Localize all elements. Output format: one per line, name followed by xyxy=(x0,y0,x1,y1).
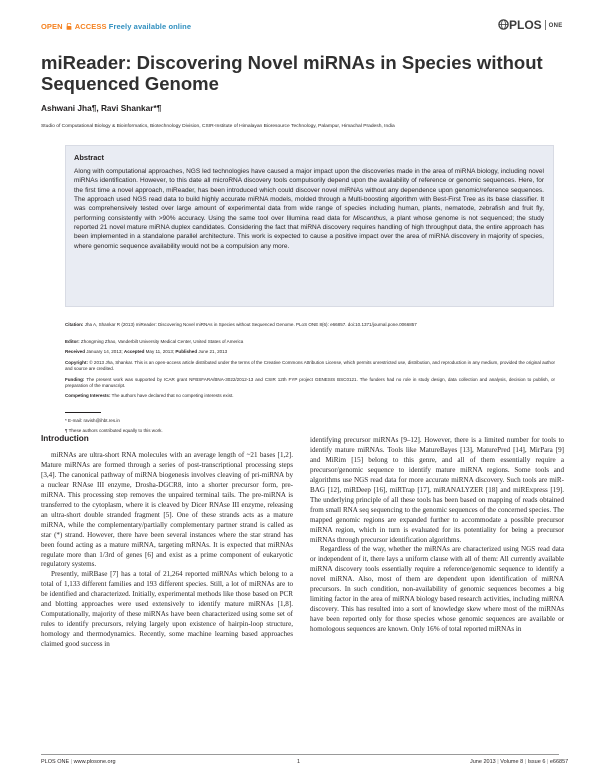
logo-plos: PLOS xyxy=(509,18,542,32)
footer-issue-info: June 2013 | Volume 8 | Issue 6 | e66857 xyxy=(470,759,569,765)
footer-article-id: e66857 xyxy=(549,759,569,765)
citation-text: Jha A, Shankar R (2013) miReader: Discovering Novel miRNAs in Species without Sequenced Genome. PLoS ONE 8(6): e66857. doi:10.1371/journal.pone.0066857 xyxy=(84,322,417,327)
copyright-text: © 2013 Jha, Shankar. This is an open-access article distributed under the terms of the Creative Commons Attribution License, which permits unrestricted use, distribution, and reproduction in any medium, provided the original author and source are credited. xyxy=(65,360,555,372)
abstract-heading: Abstract xyxy=(74,153,104,162)
freely-available-label: Freely available online xyxy=(108,22,192,31)
body-column-right xyxy=(310,436,564,635)
copyright xyxy=(65,360,555,373)
dates xyxy=(65,349,555,355)
logo-one: ONE xyxy=(548,23,563,29)
received-label: Received xyxy=(65,349,85,354)
funding-text: The present work was supported by ICAR grant NFBSFARA/BNA-3022/2012-13 and CSIR 12th FYP project GENESIS BSC0121. The funders had no role in study design, data collection and analysis, decision to publish, or preparation of the manuscript. xyxy=(65,377,555,389)
accepted-date: May 11, 2013; xyxy=(145,349,175,354)
article-title: miReader: Discovering Novel miRNAs in Species without Sequenced Genome xyxy=(41,52,543,94)
editor xyxy=(65,339,555,345)
abstract-species-name: Miscanthus xyxy=(353,214,386,222)
equal-contribution-note: ¶ These authors contributed equally to this work. xyxy=(65,428,163,433)
competing-interests xyxy=(65,393,555,399)
plos-one-logo xyxy=(498,18,563,34)
footer-date: June 2013 xyxy=(470,759,496,765)
introduction-heading: Introduction xyxy=(41,434,89,443)
received-date: January 14, 2013; xyxy=(86,349,123,354)
footer-journal: PLOS ONE | www.plosone.org xyxy=(41,759,116,765)
access-label: ACCESS xyxy=(74,22,107,31)
abstract-text xyxy=(74,167,544,251)
intro-paragraph-4: Regardless of the way, whether the miRNAs are characterized using NGS read data or independent of it, there lays a uniform clause with all of them: All currently available miRNA discovery tools essentially require a reference/genomic sequence to identify a novel miRNA. Also, most of them are dependent upon identification of miRNA precursors. In such condition, non-availability of genomic sequences becomes a big limiting factor in the area of miRNA biology based research activities, including miRNA discovery. This has resulted into a sort of knowledge skew where most of the miRNAs have been reported only for those species whose genomic sequences are available or homologous sequences are known. Only 16% of total reported miRNAs in xyxy=(310,545,564,634)
author-list: Ashwani Jha¶, Ravi Shankar*¶ xyxy=(41,103,162,113)
intro-paragraph-3: identifying precursor miRNAs [9–12]. However, there is a limited number for tools to identify mature miRNAs. Tools like MatureBayes [13], MaturePred [14], MirPara [9] and MiRim [15] belong to this genre, and all of them essentially require a precursor/genomic sequence to identify mature miRNA regions. Some tools and algorithms use NGS read data for more accurate miRNA discovery. Such tools are miR-BAG [12], miRDeep [16], miRTrap [17], miRANALYZER [18] and miRExpress [19]. The underlying principle of all these tools has been based on mapping of reads obtained from small RNA seq sequencing to the genomic sequences of the concerned species. The mapped genomic regions are expanded further to accommodate a possible precursor miRNA region, which in turn is evaluated for its potentiality for being a precursor miRNAs through precursor identification algorithms. xyxy=(310,436,564,544)
metadata-divider xyxy=(65,412,101,413)
footer-issue: Issue 6 xyxy=(527,759,546,765)
footer-journal-name: PLOS ONE xyxy=(41,759,70,765)
author-affiliation: Studio of Computational Biology & Bioinformatics, Biotechnology Division, CSIR-Institute of Himalayan Bioresource Technology, Palampur, Himachal Pradesh, India xyxy=(41,124,395,129)
footer-volume: Volume 8 xyxy=(500,759,524,765)
funding xyxy=(65,377,555,390)
intro-paragraph-1: miRNAs are ultra-short RNA molecules with an average length of ~21 bases [1,2]. Mature miRNAs are formed through a series of post-transcriptional processing steps [3,4]. The canonical pathway of miRNA biogenesis involves cleaving of pri-miRNA by a nuclear RNAse III enzyme, Drosha-DGCR8, into a shorter precursor form, pre-miRNA. This processing step removes the unpaired terminal tails. The pre-miRNA is transferred to the cytoplasm, where it is cleaved by Dicer RNAse III enzyme, releasing an ultra-short double stranded fragment [5]. One of these strands acts as a mature miRNA, while the complementary/partially complementary partner strand is called as star (*) strand. However, there have been several instances where the star strand has been found acting as a mature miRNA, targeting mRNAs. It is expected that miRNAs regulate more than 1/3rd of genes [6] and exist as a prime component of eukaryotic regulatory systems. xyxy=(41,451,293,569)
open-lock-icon xyxy=(66,23,72,30)
editor-text: Zhongming Zhao, Vanderbilt University Medical Center, United States of America xyxy=(80,339,244,344)
competing-text: The authors have declared that no competing interests exist. xyxy=(111,393,234,398)
published-date: June 21, 2013 xyxy=(198,349,228,354)
funding-label: Funding: xyxy=(65,377,85,382)
editor-label: Editor: xyxy=(65,339,80,344)
corresponding-email[interactable]: * E-mail: ravish@ihbt.res.in xyxy=(65,418,120,423)
abstract-text-part2: , a plant whose genome is not sequenced; the study reported 21 novel mature miRNA duplex candidates. Considering the fact that miRNA discovery requires handling of high throughput data, the entire approach has been implemented in a standalone parallel architecture. This work is expected to cause a positive impact over the area of miRNA discovery in majority of species, where genomic sequence availability would not be a compulsion any more. xyxy=(74,214,545,250)
footer-url-link[interactable]: www.plosone.org xyxy=(73,759,116,765)
citation-label: Citation: xyxy=(65,322,84,327)
plos-globe-icon xyxy=(498,19,509,30)
citation xyxy=(65,322,555,328)
page-number: 1 xyxy=(297,759,301,765)
published-label: Published xyxy=(175,349,198,354)
body-column-left xyxy=(41,451,293,650)
open-access-banner xyxy=(41,22,191,31)
competing-label: Competing Interests: xyxy=(65,393,111,398)
accepted-label: Accepted xyxy=(123,349,145,354)
abstract-text-part1: Along with computational approaches, NGS led technologies have caused a major impact upon the discoveries made in the area of miRNA biology, including novel miRNAs identification. However, to this date all microRNA discovery tools compulsorily depend upon the availability of reference or genomic sequences. Here, for the first time a novel approach, miReader, has been introduced which could discover novel miRNAs without any dependence upon genomic/reference sequences. The approach used NGS read data to build highly accurate miRNA models, molded through a Multi-boosting algorithm with Best-First Tree as its base classifier. It was comprehensively tested over large amount of experimental data from wide range of species including human, plants, nematode, zebrafish and fruit fly, performing consistently with >90% accuracy. Using the same tool over Illumina read data for xyxy=(74,168,544,222)
footer-divider xyxy=(41,754,559,755)
open-label: OPEN xyxy=(41,22,63,31)
intro-paragraph-2: Presently, miRBase [7] has a total of 21,264 reported miRNAs which belong to a total of 1,133 different families and 193 different species. Still, a lot of miRNAs are to be identified and characterized. Initially, experimental methods like those based on PCR and blotting approaches were used extensively to identify mature miRNAs [1,8]. Computationally, majority of these miRNAs have been characterized using some set of rules to identify precursors, relying largely upon existence of hairpin-loop structure, homology and thermodynamics. Recently, some machine learning based approaches claimed good success in xyxy=(41,570,293,649)
copyright-label: Copyright: xyxy=(65,360,88,365)
